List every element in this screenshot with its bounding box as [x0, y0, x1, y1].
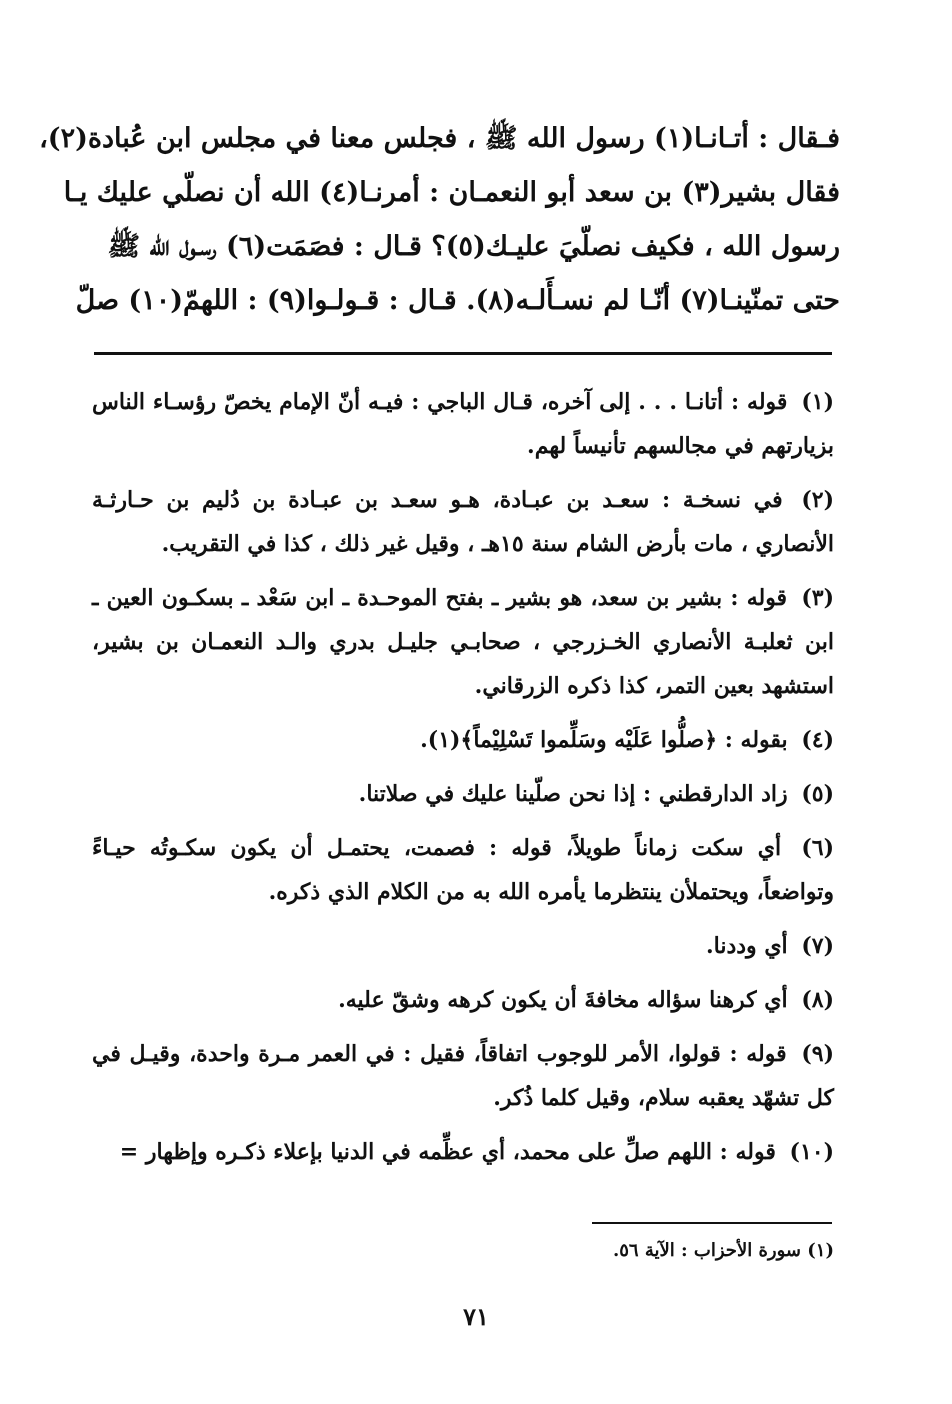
note-text: قوله : قولوا، الأمر للوجوب اتفاقاً، فقيل : في العمر مـرة واحدة، وقيـل في كل تشهّد يعقبه سلام، وقيل كلما ذُكر. [92, 1041, 834, 1111]
note-text: أي سكت زماناً طويلاً، قوله : فصمت، يحتمـل أن يكون سكـوتُه حيـاءً وتواضعاً، ويحتملأن ينتظرما يأمره الله به من الكلام الذي ذكره. [92, 835, 834, 905]
note-number: (٣) [801, 585, 834, 611]
note-text: قوله : أتانـا . . . إلى آخره، قـال الباجي : فيـه أنّ الإمام يخصّ رؤسـاء الناس بزيارتهم في مجالسهم تأنيساً لهم. [92, 389, 834, 459]
note-number: (٨) [801, 987, 834, 1013]
main-text-line: حتى تمنّينـا(٧) أنّـا لم نسـأَلـه(٨). قـال : قـولـوا(٩) : اللهمّ(١٠) صلّ [75, 285, 840, 316]
main-text-line: فقال بشير(٣) بن سعد أبو النعمـان : أمرنـا(٤) الله أن نصلّي عليك يـا [63, 177, 840, 208]
footnote-divider [592, 1222, 832, 1224]
note-6 [92, 826, 834, 914]
note-text: زاد الدارقطني : إذا نحن صلّينا عليك في صلاتنا. [358, 781, 788, 807]
main-text-line: فـقال : أتـانـا(١) رسول الله ﷺ ، فجلس معنا في مجلس ابن عُبادة(٢)، [39, 123, 840, 154]
note-text: أي كرهنا سؤاله مخافةَ أن يكون كرهه وشقّ عليه. [338, 987, 788, 1013]
note-7 [92, 924, 834, 968]
note-number: (٩) [801, 1041, 834, 1067]
note-text: قوله : اللهم صلِّ على محمد، أي عظِّمه في الدنيا بإعلاء ذكـره وإظهار = [119, 1139, 776, 1165]
main-text-block [39, 112, 840, 328]
commentary-notes [92, 380, 834, 1184]
footnote [434, 1236, 834, 1266]
main-text-line: رسول الله ، فكيف نصلّيَ عليـك(٥)؟ قـال : فصَمَت(٦) رسـول الله ﷺ [107, 231, 840, 262]
note-text: أي وددنا. [705, 933, 788, 959]
note-text: بقوله : ﴿صلُّوا عَلَيْه وسَلِّموا تَسْلِيْماً﴾(١). [420, 727, 788, 753]
note-10 [92, 1130, 834, 1174]
note-text: قوله : بشير بن سعد، هو بشير ـ بفتح الموحـدة ـ ابن سَعْد ـ بسكـون العين ـ ابن ثعلبـة الأنصاري الخـزرجي ، صحابـي جليـل بدري والـد النعمـان بن بشير، استشهد بعين التمر، كذا ذكره الزرقاني. [92, 585, 834, 699]
page-number: ٧١ [463, 1302, 489, 1331]
note-number: (٦) [801, 835, 834, 861]
note-5 [92, 772, 834, 816]
note-text: في نسخـة : سعـد بن عبـادة، هـو سعـد بن عبـادة بن دُليم بن حـارثـة الأنصاري ، مات بأرض الشام سنة ١٥هـ ، وقيل غير ذلك ، كذا في التقريب. [92, 487, 834, 557]
note-number: (٧) [801, 933, 834, 959]
note-9 [92, 1032, 834, 1120]
main-divider [94, 352, 832, 355]
footnote-number: (١) [807, 1240, 834, 1261]
footnote-text: سورة الأحزاب : الآية ٥٦. [612, 1240, 801, 1261]
note-number: (٥) [801, 781, 834, 807]
note-8 [92, 978, 834, 1022]
note-number: (٢) [801, 487, 834, 513]
note-2 [92, 478, 834, 566]
note-number: (١) [801, 389, 834, 415]
note-number: (٤) [801, 727, 834, 753]
note-1 [92, 380, 834, 468]
note-4 [92, 718, 834, 762]
note-number: (١٠) [789, 1139, 834, 1165]
note-3 [92, 576, 834, 708]
